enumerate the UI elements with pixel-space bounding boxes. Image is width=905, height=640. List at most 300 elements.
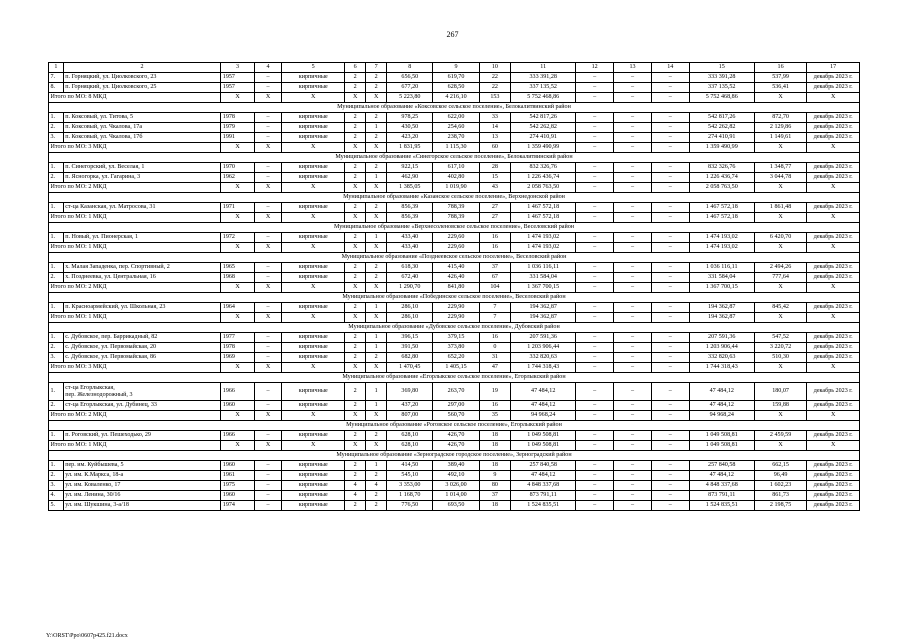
subtotal-cell: 4 216,10 bbox=[433, 93, 479, 103]
table-cell: 1977 bbox=[221, 333, 255, 343]
subtotal-cell: 104 bbox=[479, 283, 511, 293]
subtotal-cell: – bbox=[576, 441, 614, 451]
table-cell: 396,15 bbox=[387, 333, 433, 343]
table-cell: 22 bbox=[479, 73, 511, 83]
table-cell: 1964 bbox=[221, 303, 255, 313]
table-cell: 274 410,91 bbox=[511, 133, 576, 143]
table-cell: – bbox=[254, 203, 281, 213]
table-row bbox=[49, 353, 860, 363]
subtotal-cell: Х bbox=[282, 143, 345, 153]
subtotal-cell: Х bbox=[221, 93, 255, 103]
table-cell: 194 362,87 bbox=[689, 303, 754, 313]
subtotal-cell: – bbox=[651, 313, 689, 323]
table-cell: – bbox=[576, 163, 614, 173]
table-cell: 1970 bbox=[221, 163, 255, 173]
table-cell: – bbox=[254, 73, 281, 83]
subtotal-cell: – bbox=[614, 143, 652, 153]
subtotal-cell: 2 058 763,50 bbox=[689, 183, 754, 193]
subtotal-label: Итого по МО: 3 МКД bbox=[49, 143, 221, 153]
table-cell: 1 bbox=[366, 383, 387, 401]
table-cell: 2 bbox=[366, 133, 387, 143]
table-cell: ст-ца Егорлыкская, ул. Дубинец, 33 bbox=[63, 401, 221, 411]
subtotal-cell: Х bbox=[366, 243, 387, 253]
table-cell: 2 bbox=[366, 203, 387, 213]
table-cell: кирпичные bbox=[282, 233, 345, 243]
subtotal-cell: – bbox=[651, 283, 689, 293]
page-number: 267 bbox=[446, 30, 459, 39]
section-heading-row bbox=[49, 103, 860, 113]
table-cell: – bbox=[614, 461, 652, 471]
subtotal-cell: 1 470,45 bbox=[387, 363, 433, 373]
subtotal-cell: Х bbox=[221, 441, 255, 451]
table-cell: 28 bbox=[479, 163, 511, 173]
table-row bbox=[49, 273, 860, 283]
table-cell: 1957 bbox=[221, 73, 255, 83]
table-cell: 682,80 bbox=[387, 353, 433, 363]
table-cell: 1 348,77 bbox=[754, 163, 807, 173]
table-cell: 7. bbox=[49, 73, 64, 83]
table-cell: декабрь 2023 г. bbox=[807, 383, 860, 401]
subtotal-cell: – bbox=[651, 363, 689, 373]
section-heading-row bbox=[49, 323, 860, 333]
table-cell: 47 484,12 bbox=[511, 383, 576, 401]
table-cell: 542 817,26 bbox=[511, 113, 576, 123]
column-number: 7 bbox=[366, 63, 387, 73]
table-cell: 547,52 bbox=[754, 333, 807, 343]
table-cell: 1971 bbox=[221, 203, 255, 213]
table-cell: – bbox=[651, 73, 689, 83]
table-cell: 832 326,76 bbox=[689, 163, 754, 173]
table-cell: 2 bbox=[345, 173, 366, 183]
table-cell: кирпичные bbox=[282, 303, 345, 313]
table-cell: п. Ясногорка, ул. Гагарина, 3 bbox=[63, 173, 221, 183]
subtotal-cell: Х bbox=[254, 411, 281, 421]
table-cell: – bbox=[651, 123, 689, 133]
subtotal-cell: 1 744 318,43 bbox=[689, 363, 754, 373]
table-cell: 297,00 bbox=[433, 401, 479, 411]
table-cell: – bbox=[576, 233, 614, 243]
table-cell: 1979 bbox=[221, 123, 255, 133]
table-cell: 4 bbox=[366, 481, 387, 491]
subtotal-cell: 1 367 700,15 bbox=[689, 283, 754, 293]
table-cell: 2 bbox=[345, 233, 366, 243]
table-cell: кирпичные bbox=[282, 431, 345, 441]
table-cell: ст-ца Егорлыкская, пер. Железнодорожный, 3 bbox=[63, 383, 221, 401]
table-cell: 2 bbox=[345, 383, 366, 401]
table-cell: 542 817,26 bbox=[689, 113, 754, 123]
file-path-footer: Y:\ORST\Ppo\0607p425.f21.docx bbox=[46, 633, 128, 639]
subtotal-cell: Х bbox=[345, 143, 366, 153]
table-cell: ул. им. Шукшина, 3-а/18 bbox=[63, 501, 221, 511]
table-cell: декабрь 2023 г. bbox=[807, 133, 860, 143]
table-cell: 1969 bbox=[221, 353, 255, 363]
subtotal-cell: Х bbox=[807, 243, 860, 253]
table-cell: – bbox=[254, 123, 281, 133]
subtotal-cell: 1 359 490,99 bbox=[511, 143, 576, 153]
table-cell: – bbox=[651, 233, 689, 243]
table-cell: – bbox=[651, 333, 689, 343]
subtotal-cell: Х bbox=[807, 441, 860, 451]
subtotal-cell: 1 049 508,81 bbox=[511, 441, 576, 451]
subtotal-row bbox=[49, 283, 860, 293]
table-cell: 1. bbox=[49, 163, 64, 173]
table-row bbox=[49, 203, 860, 213]
table-cell: 31 bbox=[479, 353, 511, 363]
table-cell: – bbox=[254, 333, 281, 343]
table-cell: – bbox=[254, 133, 281, 143]
table-cell: 16 bbox=[479, 333, 511, 343]
table-cell: 207 591,36 bbox=[511, 333, 576, 343]
table-cell: 238,70 bbox=[433, 133, 479, 143]
table-cell: – bbox=[576, 401, 614, 411]
subtotal-cell: Х bbox=[282, 213, 345, 223]
column-number: 15 bbox=[689, 63, 754, 73]
table-cell: 1968 bbox=[221, 273, 255, 283]
table-cell: 2 bbox=[345, 263, 366, 273]
section-heading-row bbox=[49, 293, 860, 303]
table-cell: – bbox=[576, 471, 614, 481]
table-cell: – bbox=[614, 471, 652, 481]
table-cell: – bbox=[651, 273, 689, 283]
table-cell: 777,64 bbox=[754, 273, 807, 283]
table-cell: 1. bbox=[49, 263, 64, 273]
table-cell: 2 bbox=[366, 353, 387, 363]
table-cell: 1 049 508,81 bbox=[689, 431, 754, 441]
subtotal-cell: Х bbox=[254, 441, 281, 451]
subtotal-cell: Х bbox=[754, 183, 807, 193]
table-cell: п. Красноармейский, ул. Школьная, 23 bbox=[63, 303, 221, 313]
table-cell: 1960 bbox=[221, 401, 255, 411]
section-heading: Муниципальное образование «Казанское сельское поселение», Верхнедонской район bbox=[49, 193, 860, 203]
table-row bbox=[49, 263, 860, 273]
table-cell: х. Позднеевка, ул. Центральная, 16 bbox=[63, 273, 221, 283]
table-cell: 47 484,12 bbox=[511, 471, 576, 481]
table-cell: – bbox=[614, 343, 652, 353]
table-cell: 5. bbox=[49, 501, 64, 511]
subtotal-row bbox=[49, 363, 860, 373]
subtotal-cell: Х bbox=[254, 183, 281, 193]
table-cell: – bbox=[651, 501, 689, 511]
table-cell: 1. bbox=[49, 203, 64, 213]
subtotal-cell: 1 831,95 bbox=[387, 143, 433, 153]
table-cell: – bbox=[651, 401, 689, 411]
subtotal-cell: 5 752 468,86 bbox=[511, 93, 576, 103]
table-cell: 873 791,11 bbox=[511, 491, 576, 501]
table-cell: 3 220,72 bbox=[754, 343, 807, 353]
subtotal-label: Итого по МО: 3 МКД bbox=[49, 363, 221, 373]
subtotal-cell: Х bbox=[345, 183, 366, 193]
table-cell: – bbox=[576, 383, 614, 401]
table-cell: п. Коксовый, ул. Титова, 5 bbox=[63, 113, 221, 123]
table-row bbox=[49, 491, 860, 501]
subtotal-cell: Х bbox=[282, 283, 345, 293]
table-cell: 274 410,91 bbox=[689, 133, 754, 143]
table-cell: – bbox=[614, 431, 652, 441]
table-cell: 3 044,78 bbox=[754, 173, 807, 183]
subtotal-cell: – bbox=[576, 143, 614, 153]
subtotal-cell: Х bbox=[221, 143, 255, 153]
subtotal-cell: Х bbox=[807, 313, 860, 323]
table-cell: 1991 bbox=[221, 133, 255, 143]
table-row bbox=[49, 401, 860, 411]
subtotal-cell: Х bbox=[254, 213, 281, 223]
subtotal-cell: 27 bbox=[479, 213, 511, 223]
table-cell: 1 467 572,18 bbox=[689, 203, 754, 213]
table-cell: 1972 bbox=[221, 233, 255, 243]
table-cell: 67 bbox=[479, 273, 511, 283]
table-cell: – bbox=[254, 461, 281, 471]
table-cell: 628,50 bbox=[433, 83, 479, 93]
table-cell: – bbox=[576, 83, 614, 93]
table-cell: – bbox=[614, 133, 652, 143]
table-cell: 1. bbox=[49, 113, 64, 123]
table-cell: 1 bbox=[366, 173, 387, 183]
table-cell: – bbox=[576, 123, 614, 133]
table-cell: 1 168,70 bbox=[387, 491, 433, 501]
table-cell: – bbox=[254, 303, 281, 313]
table-cell: – bbox=[254, 471, 281, 481]
table-cell: – bbox=[614, 73, 652, 83]
table-cell: 2 bbox=[345, 113, 366, 123]
table-cell: – bbox=[576, 481, 614, 491]
subtotal-cell: Х bbox=[366, 411, 387, 421]
subtotal-cell: 229,60 bbox=[433, 243, 479, 253]
table-cell: декабрь 2023 г. bbox=[807, 163, 860, 173]
table-cell: декабрь 2023 г. bbox=[807, 333, 860, 343]
subtotal-cell: Х bbox=[254, 93, 281, 103]
table-cell: кирпичные bbox=[282, 263, 345, 273]
table-cell: 462,90 bbox=[387, 173, 433, 183]
table-row bbox=[49, 163, 860, 173]
subtotal-cell: Х bbox=[807, 283, 860, 293]
subtotal-cell: Х bbox=[282, 441, 345, 451]
table-cell: – bbox=[254, 481, 281, 491]
table-row bbox=[49, 73, 860, 83]
subtotal-label: Итого по МО: 1 МКД bbox=[49, 313, 221, 323]
subtotal-cell: 43 bbox=[479, 183, 511, 193]
subtotal-cell: – bbox=[651, 93, 689, 103]
table-cell: – bbox=[576, 173, 614, 183]
table-cell: 2 bbox=[345, 133, 366, 143]
table-cell: 391,50 bbox=[387, 343, 433, 353]
section-heading: Муниципальное образование «Побединское сельское поселение», Веселовский район bbox=[49, 293, 860, 303]
table-cell: – bbox=[614, 481, 652, 491]
column-number: 11 bbox=[511, 63, 576, 73]
table-cell: декабрь 2023 г. bbox=[807, 353, 860, 363]
table-cell: 1 bbox=[366, 303, 387, 313]
subtotal-cell: Х bbox=[221, 243, 255, 253]
subtotal-cell: Х bbox=[807, 183, 860, 193]
column-number: 8 bbox=[387, 63, 433, 73]
table-cell: декабрь 2023 г. bbox=[807, 113, 860, 123]
subtotal-cell: Х bbox=[254, 143, 281, 153]
subtotal-cell: 1 367 700,15 bbox=[511, 283, 576, 293]
subtotal-cell: 1 049 508,81 bbox=[689, 441, 754, 451]
table-row bbox=[49, 431, 860, 441]
table-cell: – bbox=[576, 491, 614, 501]
subtotal-cell: Х bbox=[366, 93, 387, 103]
subtotal-cell: Х bbox=[754, 411, 807, 421]
subtotal-cell: 560,70 bbox=[433, 411, 479, 421]
table-cell: 832 326,76 bbox=[511, 163, 576, 173]
table-cell: декабрь 2023 г. bbox=[807, 343, 860, 353]
table-cell: 332 820,63 bbox=[689, 353, 754, 363]
table-cell: 2 bbox=[366, 431, 387, 441]
table-cell: 1978 bbox=[221, 343, 255, 353]
subtotal-cell: – bbox=[614, 313, 652, 323]
table-cell: – bbox=[254, 163, 281, 173]
table-cell: декабрь 2023 г. bbox=[807, 491, 860, 501]
table-cell: 9 bbox=[479, 471, 511, 481]
table-cell: кирпичные bbox=[282, 203, 345, 213]
table-cell: 1 474 193,02 bbox=[511, 233, 576, 243]
subtotal-cell: Х bbox=[254, 313, 281, 323]
table-cell: 2 bbox=[345, 123, 366, 133]
subtotal-cell: – bbox=[576, 93, 614, 103]
column-number: 6 bbox=[345, 63, 366, 73]
table-cell: – bbox=[576, 263, 614, 273]
column-number: 14 bbox=[651, 63, 689, 73]
subtotal-row bbox=[49, 143, 860, 153]
column-number: 13 bbox=[614, 63, 652, 73]
table-cell: 1974 bbox=[221, 501, 255, 511]
column-number: 1 bbox=[49, 63, 64, 73]
table-cell: 861,73 bbox=[754, 491, 807, 501]
subtotal-label: Итого по МО: 8 МКД bbox=[49, 93, 221, 103]
table-row bbox=[49, 303, 860, 313]
table-cell: 1 bbox=[366, 401, 387, 411]
table-cell: 2 bbox=[345, 273, 366, 283]
table-cell: 1975 bbox=[221, 481, 255, 491]
subtotal-cell: 153 bbox=[479, 93, 511, 103]
table-cell: 3 353,00 bbox=[387, 481, 433, 491]
table-cell: кирпичные bbox=[282, 343, 345, 353]
table-cell: декабрь 2023 г. bbox=[807, 303, 860, 313]
table-cell: 618,30 bbox=[387, 263, 433, 273]
subtotal-cell: – bbox=[576, 283, 614, 293]
table-cell: – bbox=[651, 471, 689, 481]
subtotal-cell: Х bbox=[754, 213, 807, 223]
table-cell: – bbox=[651, 343, 689, 353]
table-cell: 337 135,52 bbox=[511, 83, 576, 93]
table-cell: 1 bbox=[366, 343, 387, 353]
subtotal-cell: – bbox=[614, 213, 652, 223]
table-cell: п. Новый, ул. Пионерская, 1 bbox=[63, 233, 221, 243]
subtotal-cell: 94 968,24 bbox=[511, 411, 576, 421]
table-cell: 1 861,48 bbox=[754, 203, 807, 213]
table-cell: 872,70 bbox=[754, 113, 807, 123]
table-cell: 2. bbox=[49, 343, 64, 353]
subtotal-cell: Х bbox=[282, 411, 345, 421]
table-cell: – bbox=[651, 461, 689, 471]
table-cell: п. Роговский, ул. Пешеходько, 29 bbox=[63, 431, 221, 441]
table-cell: декабрь 2023 г. bbox=[807, 471, 860, 481]
subtotal-cell: – bbox=[614, 283, 652, 293]
subtotal-cell: – bbox=[576, 363, 614, 373]
table-cell: 7 bbox=[479, 303, 511, 313]
table-cell: 672,40 bbox=[387, 273, 433, 283]
table-row bbox=[49, 471, 860, 481]
subtotal-cell: 7 bbox=[479, 313, 511, 323]
subtotal-cell: Х bbox=[345, 283, 366, 293]
table-cell: – bbox=[254, 173, 281, 183]
subtotal-cell: Х bbox=[345, 213, 366, 223]
table-cell: 402,80 bbox=[433, 173, 479, 183]
table-cell: – bbox=[254, 273, 281, 283]
subtotal-cell: – bbox=[614, 243, 652, 253]
table-cell: 423,20 bbox=[387, 133, 433, 143]
table-cell: 617,10 bbox=[433, 163, 479, 173]
table-cell: – bbox=[254, 353, 281, 363]
table-cell: декабрь 2023 г. bbox=[807, 263, 860, 273]
table-cell: 1 203 906,44 bbox=[511, 343, 576, 353]
table-cell: 1960 bbox=[221, 491, 255, 501]
table-cell: – bbox=[651, 203, 689, 213]
subtotal-cell: 433,40 bbox=[387, 243, 433, 253]
subtotal-row bbox=[49, 213, 860, 223]
table-cell: 622,00 bbox=[433, 113, 479, 123]
table-cell: 656,50 bbox=[387, 73, 433, 83]
subtotal-cell: Х bbox=[221, 313, 255, 323]
table-cell: 37 bbox=[479, 491, 511, 501]
table-cell: 1 203 906,44 bbox=[689, 343, 754, 353]
table-cell: 3. bbox=[49, 481, 64, 491]
subtotal-cell: 856,39 bbox=[387, 213, 433, 223]
table-cell: 1. bbox=[49, 461, 64, 471]
subtotal-cell: – bbox=[576, 213, 614, 223]
table-cell: 47 484,12 bbox=[511, 401, 576, 411]
table-cell: – bbox=[614, 383, 652, 401]
table-cell: 1 bbox=[366, 461, 387, 471]
table-cell: – bbox=[614, 501, 652, 511]
subtotal-cell: Х bbox=[221, 283, 255, 293]
subtotal-row bbox=[49, 441, 860, 451]
table-cell: 1 049 508,81 bbox=[511, 431, 576, 441]
table-cell: 542 262,82 bbox=[511, 123, 576, 133]
table-cell: 510,30 bbox=[754, 353, 807, 363]
table-cell: 96,49 bbox=[754, 471, 807, 481]
table-cell: 4 bbox=[345, 491, 366, 501]
subtotal-cell: Х bbox=[366, 143, 387, 153]
table-cell: 16 bbox=[479, 233, 511, 243]
table-cell: 0 bbox=[479, 343, 511, 353]
subtotal-cell: Х bbox=[221, 213, 255, 223]
table-cell: 2 bbox=[366, 501, 387, 511]
table-cell: с. Дубовское, ул. Первомайская, 86 bbox=[63, 353, 221, 363]
table-cell: 2 bbox=[366, 491, 387, 501]
subtotal-cell: Х bbox=[807, 143, 860, 153]
subtotal-cell: – bbox=[651, 213, 689, 223]
table-cell: ул. им. Коваленко, 17 bbox=[63, 481, 221, 491]
subtotal-cell: Х bbox=[366, 313, 387, 323]
table-cell: – bbox=[576, 501, 614, 511]
subtotal-label: Итого по МО: 1 МКД bbox=[49, 213, 221, 223]
table-cell: 18 bbox=[479, 461, 511, 471]
subtotal-label: Итого по МО: 1 МКД bbox=[49, 243, 221, 253]
table-cell: кирпичные bbox=[282, 401, 345, 411]
table-cell: декабрь 2023 г. bbox=[807, 233, 860, 243]
table-cell: 257 840,58 bbox=[689, 461, 754, 471]
table-cell: 1965 bbox=[221, 263, 255, 273]
table-cell: 333 391,28 bbox=[511, 73, 576, 83]
table-cell: кирпичные bbox=[282, 83, 345, 93]
table-cell: 1 474 193,02 bbox=[689, 233, 754, 243]
table-cell: – bbox=[576, 273, 614, 283]
table-cell: 3 026,00 bbox=[433, 481, 479, 491]
table-cell: 2 bbox=[345, 73, 366, 83]
subtotal-cell: – bbox=[576, 243, 614, 253]
table-cell: – bbox=[651, 353, 689, 363]
